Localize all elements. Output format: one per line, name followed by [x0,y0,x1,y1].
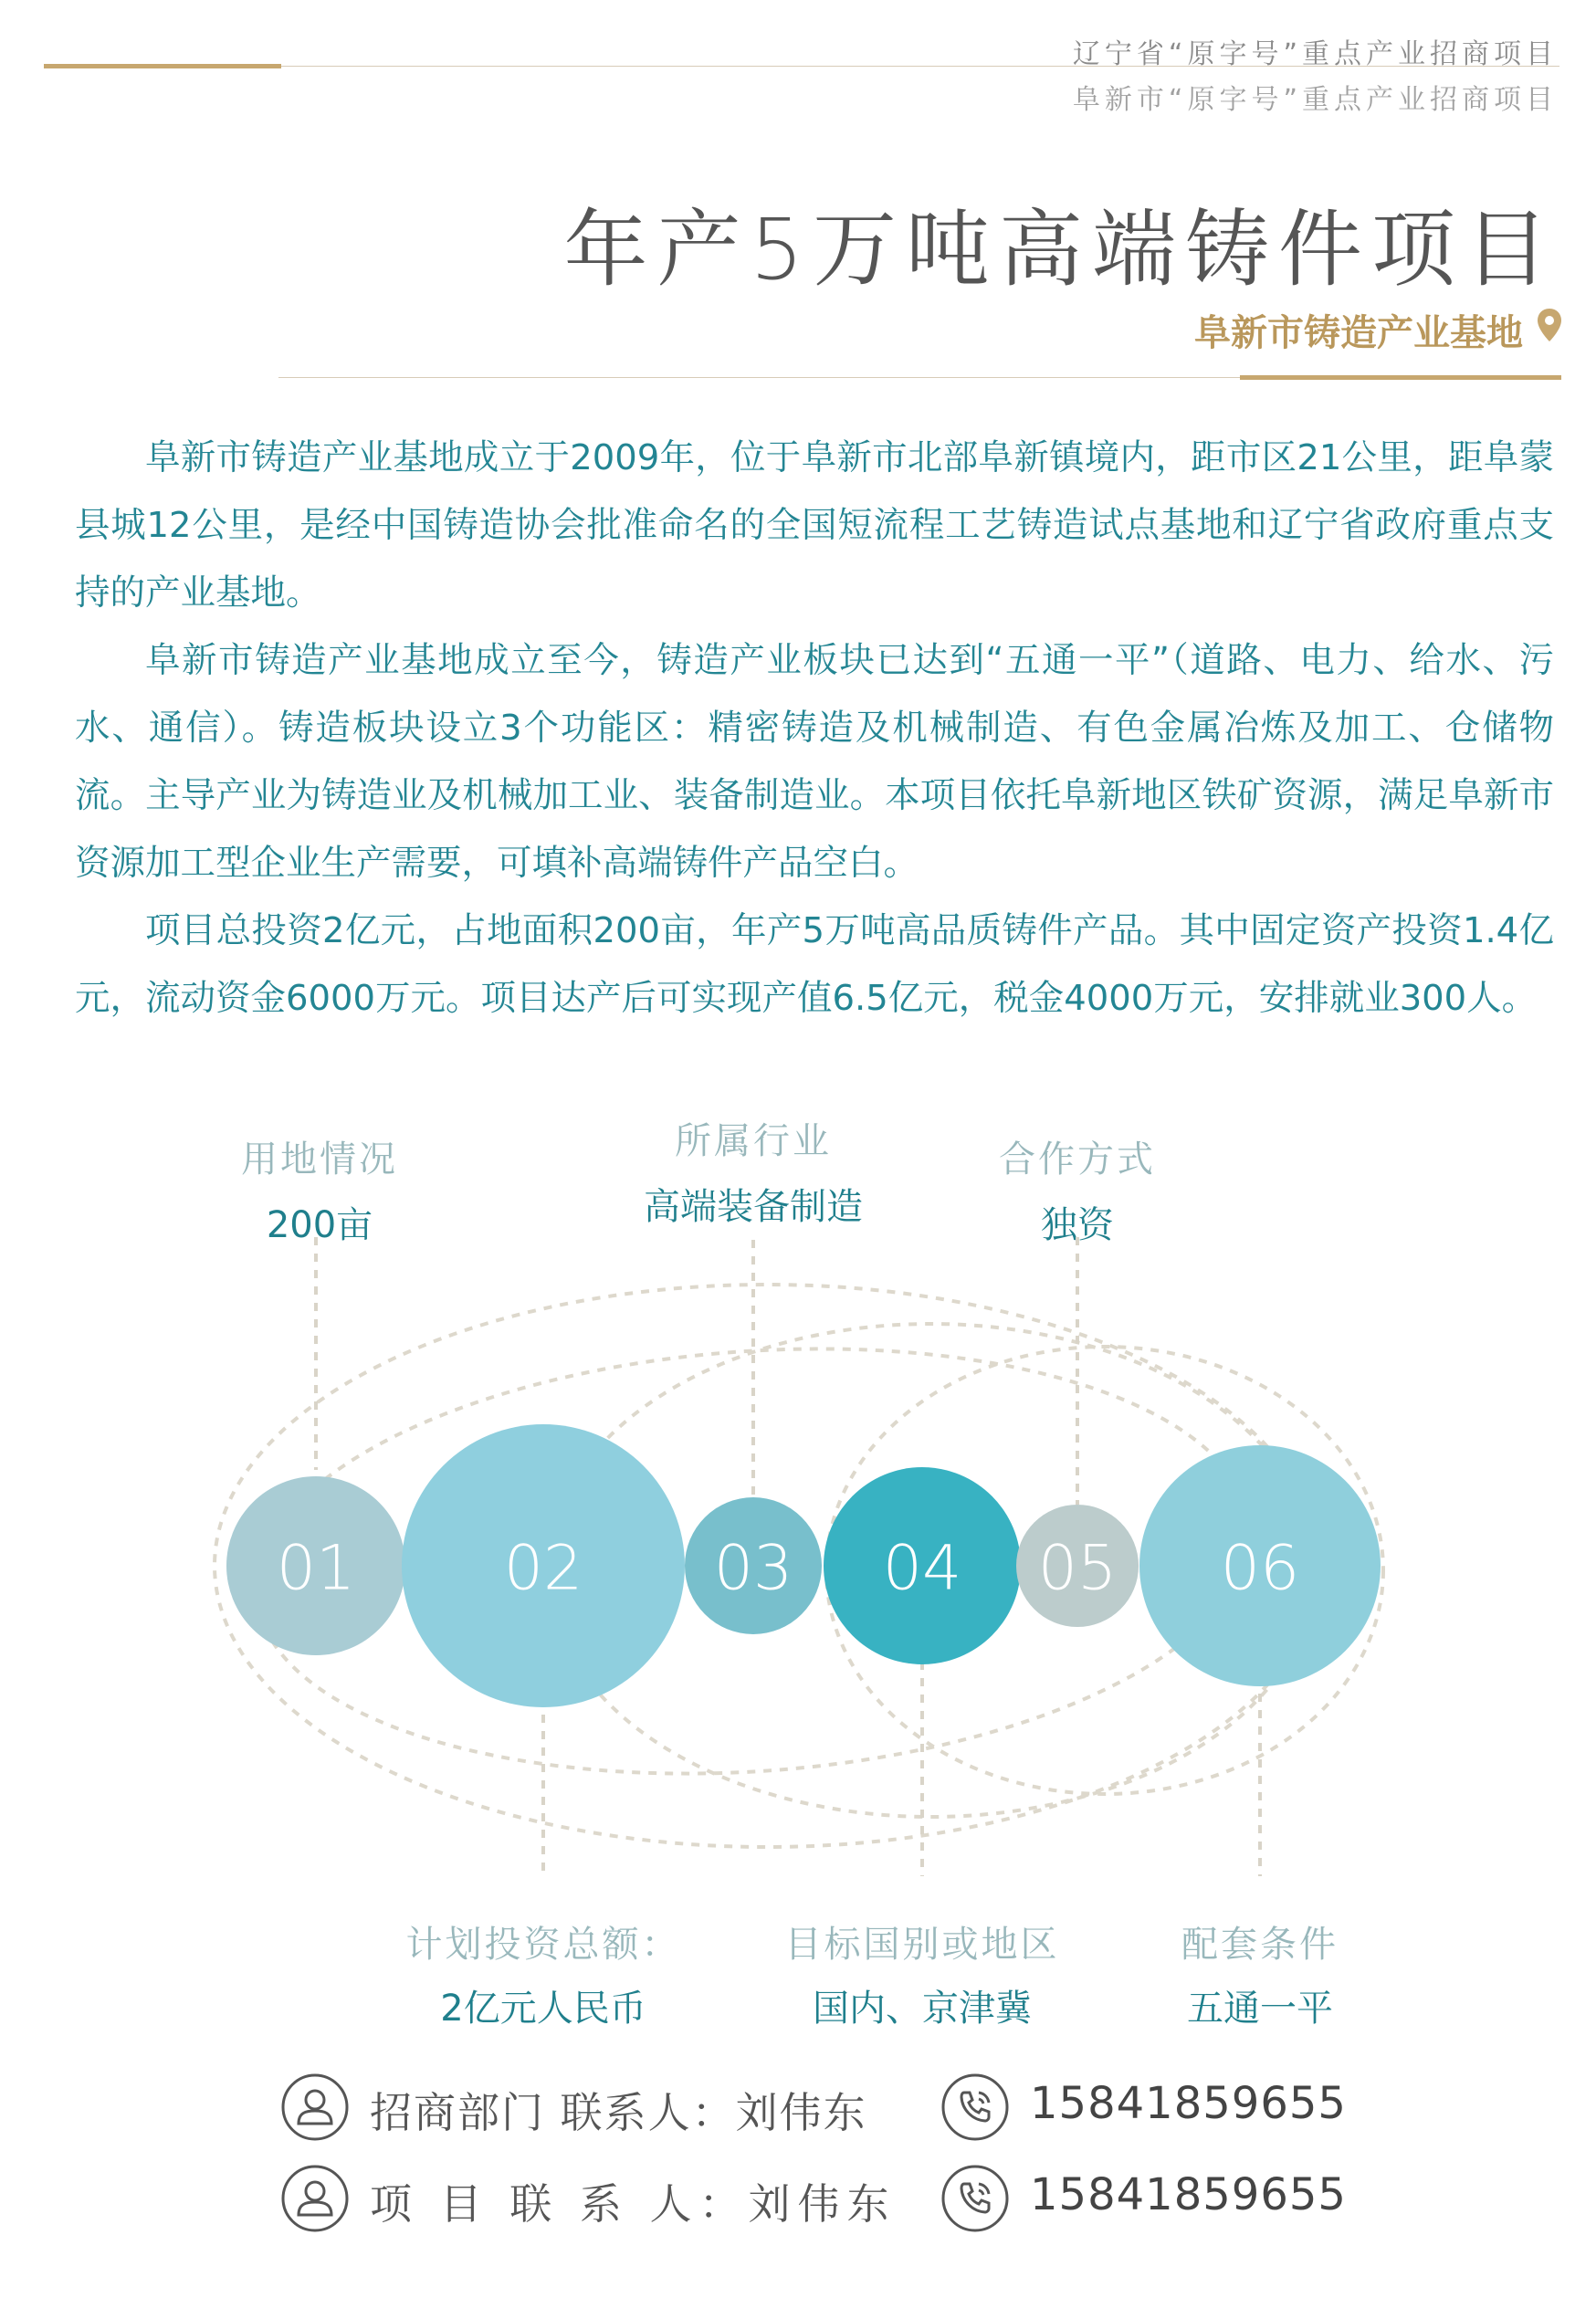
project-location: 阜新市铸造产业基地 [1194,311,1523,354]
circle-number-04: 04 [882,1532,962,1605]
subtitle-accent-bar [1240,375,1561,380]
contact-label-project: 项 目 联 系 人：刘伟东 [370,2179,897,2229]
project-info-diagram [183,1233,1415,1926]
contact-phone-project[interactable]: 15841859655 [1030,2169,1347,2220]
target-value: 国内、京津冀 [813,1988,1032,2030]
industry-label: 所属行业 [675,1120,832,1162]
project-title: 年产5万吨高端铸件项目 [563,201,1558,299]
contact-label-dept: 招商部门 联系人：刘伟东 [370,2088,867,2137]
header-province-title: 辽宁省“原字号”重点产业招商项目 [1072,38,1558,70]
contact-phone-dept[interactable]: 15841859655 [1030,2078,1347,2129]
location-pin-icon [1536,307,1563,343]
land-value: 200亩 [266,1204,373,1246]
phone-icon [940,2164,1010,2233]
cooperation-label: 合作方式 [999,1139,1156,1180]
industry-value: 高端装备制造 [644,1186,863,1228]
investment-value: 2亿元人民币 [440,1988,646,2030]
paragraph-infrastructure: 阜新市铸造产业基地成立至今，铸造产业板块已达到“五通一平”（道路、电力、给水、污水、通信）。铸造板块设立3个功能区：精密铸造及机械制造、有色金属冶炼及加工、仓储物流。主导产业为铸造业及机械加工业、装备制造业。本项目依托阜新地区铁矿资源，满足阜新市资源加工型企业生产需要，可填补高端铸件产品空白。 [75,640,1554,884]
circle-number-02: 02 [503,1532,583,1605]
paragraph-base-intro: 阜新市铸造产业基地成立于2009年，位于阜新市北部阜新镇境内，距市区21公里，距阜蒙县城12公里，是经中国铸造协会批准命名的全国短流程工艺铸造试点基地和辽宁省政府重点支持的产业基地。 [75,437,1554,614]
header-accent-bar [44,64,281,68]
person-icon [280,2164,350,2233]
circle-number-01: 01 [276,1532,356,1605]
target-label: 目标国别或地区 [784,1924,1060,1966]
phone-icon [940,2072,1010,2142]
circle-number-05: 05 [1037,1532,1118,1605]
conditions-value: 五通一平 [1187,1988,1333,2030]
conditions-label: 配套条件 [1181,1924,1339,1966]
person-icon [280,2072,350,2142]
paragraph-investment: 项目总投资2亿元，占地面积200亩，年产5万吨高品质铸件产品。其中固定资产投资1.4亿元，流动资金6000万元。项目达产后可实现产值6.5亿元，税金4000万元，安排就业300人。 [75,910,1554,1019]
project-description [75,425,1554,1033]
land-label: 用地情况 [241,1139,398,1180]
cooperation-value: 独资 [1041,1204,1114,1246]
circle-number-03: 03 [713,1532,793,1605]
investment-label: 计划投资总额： [405,1924,681,1966]
circle-number-06: 06 [1220,1532,1300,1605]
header-city-title: 阜新市“原字号”重点产业招商项目 [1072,84,1558,116]
